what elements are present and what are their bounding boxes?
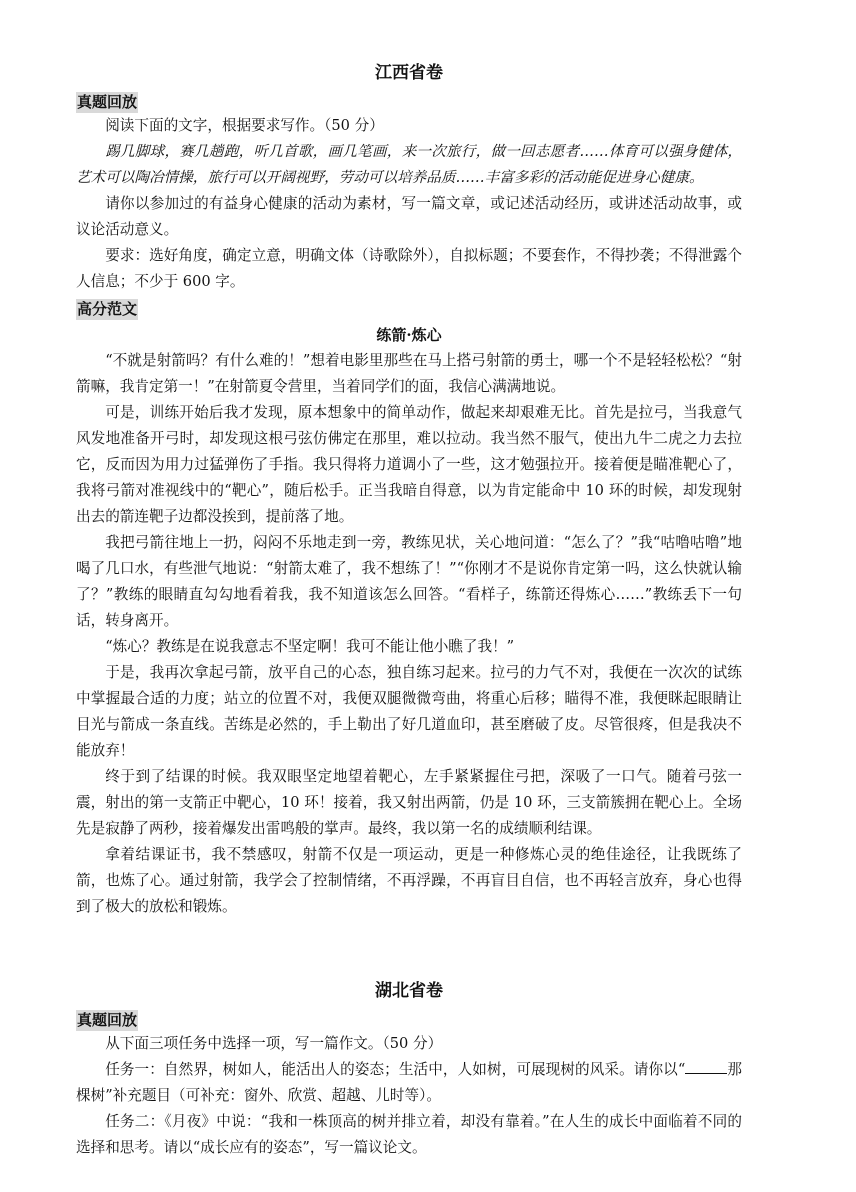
essay-paragraph: 于是，我再次拿起弓箭，放平自己的心态，独自练习起来。拉弓的力气不对，我便在一次次的试练中掌握最合适的力度；站立的位置不对，我便双腿微微弯曲，将重心后移；瞄得不准，我便眯起眼睛让目光与箭成一条直线。苦练是必然的，手上勒出了好几道血印，甚至磨破了皮。尽管很疼，但是我决不能放弃！ bbox=[76, 664, 742, 759]
prompt-requirement: 要求：选好角度，确定立意，明确文体（诗歌除外），自拟标题；不要套作，不得抄袭；不得泄露个人信息；不少于 600 字。 bbox=[76, 247, 742, 290]
essay-paragraph: 可是，训练开始后我才发现，原本想象中的简单动作，做起来却艰难无比。首先是拉弓，当我意气风发地准备开弓时，却发现这根弓弦仿佛定在那里，难以拉动。我当然不服气，使出九牛二虎之力去拉它，反而因为用力过猛弹伤了手指。我只得将力道调小了一些，这才勉强拉开。接着便是瞄准靶心了，我将弓箭对准视线中的“靶心”，随后松手。正当我暗自得意，以为肯定能命中 10 环的时候，却发现射出去的箭连靶子边都没挨到，提前落了地。 bbox=[76, 404, 742, 525]
tag-model-essay: 高分范文 bbox=[77, 300, 138, 318]
essay-paragraph: 拿着结课证书，我不禁感叹，射箭不仅是一项运动，更是一种修炼心灵的绝佳途径，让我既练了箭，也炼了心。通过射箭，我学会了控制情绪，不再浮躁，不再盲目自信，也不再轻言放弃，身心也得到了极大的放松和锻炼。 bbox=[76, 846, 742, 915]
section-title-jiangxi: 江西省卷 bbox=[375, 63, 443, 83]
fill-blank-line bbox=[685, 1059, 727, 1074]
section-spacer bbox=[76, 920, 742, 976]
hubei-task-2: 任务二：《月夜》中说：“我和一株顶高的树并排立着，却没有靠着。”在人生的成长中面临着不同的选择和思考。请以“成长应有的姿态”，写一篇议论文。 bbox=[76, 1113, 742, 1156]
prompt-intro: 阅读下面的文字，根据要求写作。（50 分） bbox=[105, 117, 384, 134]
essay-paragraph: 终于到了结课的时候。我双眼坚定地望着靶心，左手紧紧握住弓把，深吸了一口气。随着弓弦一震，射出的第一支箭正中靶心，10 环！接着，我又射出两箭，仍是 10 环，三支箭簇拥在靶心上。全场先是寂静了两秒，接着爆发出雷鸣般的掌声。最终，我以第一名的成绩顺利结课。 bbox=[76, 768, 742, 837]
hubei-intro: 从下面三项任务中选择一项，写一篇作文。（50 分） bbox=[105, 1035, 443, 1052]
hubei-task-1 bbox=[76, 1057, 742, 1109]
document-page bbox=[76, 58, 742, 1161]
essay-paragraph: 我把弓箭往地上一扔，闷闷不乐地走到一旁，教练见状，关心地问道：“怎么了？”我“咕噜咕噜”地喝了几口水，有些泄气地说：“射箭太难了，我不想练了！”“你刚才不是说你肯定第一吗，这么快就认输了？”教练的眼睛直勾勾地看着我，我不知道该怎么回答。“看样子，练箭还得炼心……”教练丢下一句话，转身离开。 bbox=[76, 534, 742, 629]
essay-title: 练箭·炼心 bbox=[376, 326, 442, 344]
tag-question-jiangxi: 真题回放 bbox=[77, 93, 138, 111]
prompt-task: 请你以参加过的有益身心健康的活动为素材，写一篇文章，或记述活动经历，或讲述活动故事，或议论活动意义。 bbox=[76, 195, 742, 238]
prompt-material: 踢几脚球，赛几趟跑，听几首歌，画几笔画，来一次旅行，做一回志愿者……体育可以强身健体，艺术可以陶冶情操，旅行可以开阔视野，劳动可以培养品质……丰富多彩的活动能促进身心健康。 bbox=[76, 143, 742, 186]
essay-paragraph: “炼心？教练是在说我意志不坚定啊！我可不能让他小瞧了我！” bbox=[105, 638, 515, 655]
section-title-hubei: 湖北省卷 bbox=[375, 981, 443, 1001]
essay-paragraph: “不就是射箭吗？有什么难的！”想着电影里那些在马上搭弓射箭的勇士，哪一个不是轻轻松松？“射箭嘛，我肯定第一！”在射箭夏令营里，当着同学们的面，我信心满满地说。 bbox=[76, 352, 742, 395]
hubei-task-1-part-a: 任务一：自然界，树如人，能活出人的姿态；生活中，人如树，可展现树的风采。请你以“ bbox=[105, 1061, 686, 1078]
hubei-task-1-part-b: 那棵树”补充题目（可补充：窗外、欣赏、超越、儿时等）。 bbox=[76, 1061, 742, 1104]
tag-question-hubei: 真题回放 bbox=[77, 1011, 138, 1029]
